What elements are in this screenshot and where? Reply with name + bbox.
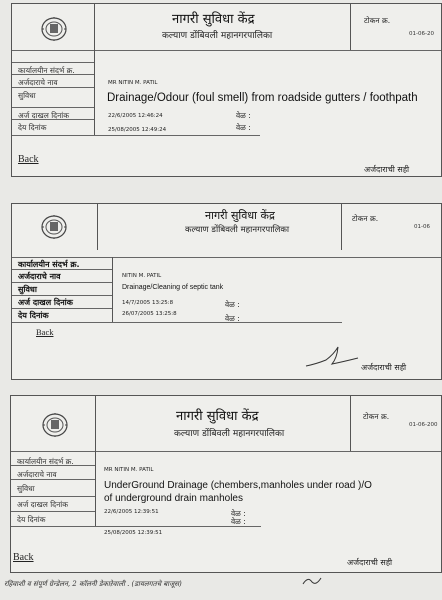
slip-2-token-number: 01-06 [414,224,430,230]
slip-2-signature-label: अर्जदाराची सही [361,363,407,372]
slip-2-due-time-label: वेळ : [225,314,240,323]
slip-1-applicant-label: अर्जदाराचे नाव [18,78,58,87]
receipt-slip-2 [11,203,442,380]
signature-scribble [302,344,362,372]
handwritten-initial [300,574,324,588]
slip-1-back-link[interactable]: Back [18,154,39,165]
slip-3-filed-label: अर्ज दाखल दिनांक [17,500,68,509]
slip-1-token-number: 01-06-20 [409,31,434,37]
slip-1-facility-label: सुविधा [18,91,36,100]
municipal-seal-icon [40,214,68,240]
slip-2-facility-value: Drainage/Cleaning of septic tank [122,284,224,291]
slip-2-subtitle: कल्याण डोंबिवली महानगरपालिका [185,225,290,235]
slip-3-office-ref-label: कार्यालयीन संदर्भ क्र. [17,457,74,466]
slip-1-due-time-label: वेळ : [236,123,251,132]
slip-2-office-ref-label: कार्यालयीन संदर्भ क्र. [18,260,80,269]
slip-1-subtitle: कल्याण डोंबिवली महानगरपालिका [162,31,273,41]
receipt-slip-1 [11,3,442,177]
slip-1-due-label: देय दिनांक [18,123,47,132]
slip-3-applicant-label: अर्जदाराचे नाव [17,470,57,479]
slip-3-due-value: 25/08/2005 12:39:51 [104,530,163,536]
slip-1-filed-time-label: वेळ : [236,111,251,120]
slip-2-token-label: टोकन क्र. [352,214,379,223]
slip-1-filed-value: 22/6/2005 12:46:24 [108,113,163,119]
slip-1-facility-value: Drainage/Odour (foul smell) from roadside gutters / foothpath [107,92,418,104]
slip-1-title: नागरी सुविधा केंद्र [172,12,255,27]
slip-3-facility-line-2: of underground drain manholes [104,493,243,504]
slip-2-title: नागरी सुविधा केंद्र [205,209,275,222]
slip-3-token-label: टोकन क्र. [363,412,390,421]
slip-3-due-time-label: वेळ : [231,517,246,526]
slip-3-back-link[interactable]: Back [13,552,34,563]
slip-2-back-link[interactable]: Back [36,327,54,337]
slip-3-title: नागरी सुविधा केंद्र [176,409,259,424]
slip-2-facility-label: सुविधा [18,285,37,294]
slip-1-due-value: 25/08/2005 12:49:24 [108,127,167,133]
slip-3-applicant-value: MR NITIN M. PATIL [104,467,154,473]
slip-1-office-ref-label: कार्यालयीन संदर्भ क्र. [18,66,75,75]
handwritten-note: रहिवाशी व संपूर्ण ग्रेन्डेलन, 2 कॉलनी डेकाऱेवाली . (डायलगतचे बाजूस) [4,580,182,588]
slip-3-subtitle: कल्याण डोंबिवली महानगरपालिका [174,429,285,439]
slip-1-signature-label: अर्जदाराची सही [364,165,410,174]
slip-2-filed-value: 14/7/2005 13:25:8 [122,300,174,306]
municipal-seal-icon [41,412,69,438]
slip-3-filed-value: 22/6/2005 12:39:51 [104,509,159,515]
slip-3-signature-label: अर्जदाराची सही [347,558,393,567]
slip-3-filed-time-label: वेळ : [231,509,246,518]
receipt-slip-3 [10,395,442,573]
slip-3-facility-label: सुविधा [17,484,35,493]
slip-3-token-number: 01-06-200 [409,422,438,428]
municipal-seal-icon [40,16,68,42]
slip-2-filed-label: अर्ज दाखल दिनांक [18,298,73,307]
slip-1-token-label: टोकन क्र. [364,16,391,25]
slip-1-applicant-value: MR NITIN M. PATIL [108,80,158,86]
slip-2-due-label: देय दिनांक [18,311,49,320]
slip-2-applicant-value: NITIN M. PATIL [122,273,162,279]
slip-1-filed-label: अर्ज दाखल दिनांक [18,111,69,120]
slip-3-facility-line-1: UnderGround Drainage (chembers,manholes under road )/O [104,480,372,491]
slip-2-applicant-label: अर्जदाराचे नाव [18,272,61,281]
slip-2-filed-time-label: वेळ : [225,300,240,309]
slip-2-due-value: 26/07/2005 13:25:8 [122,311,177,317]
slip-3-due-label: देय दिनांक [17,515,46,524]
